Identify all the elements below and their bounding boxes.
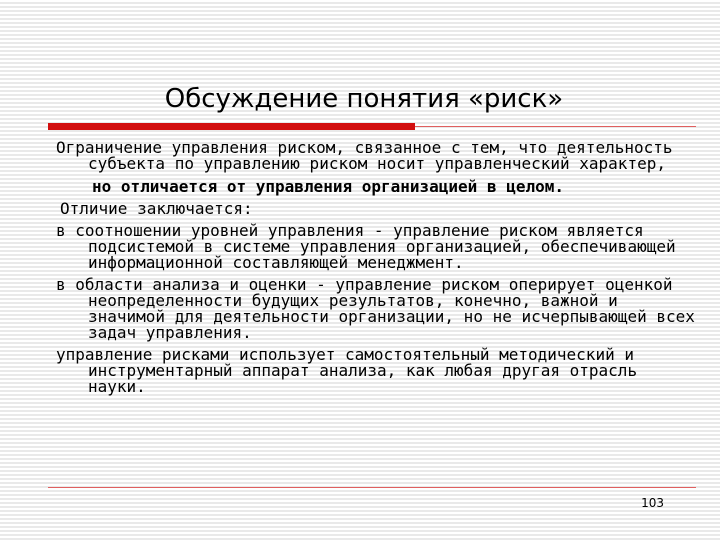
- paragraph-management-levels: в соотношении уровней управления - управление риском является подсистемой в системе управления организацией, обеспечивающей информационной составляющей менеджмент.: [56, 221, 676, 272]
- page-number: 103: [641, 496, 664, 510]
- slide-body: [56, 140, 696, 395]
- paragraph-analysis-assessment: в области анализа и оценки - управление риском оперирует оценкой неопределенности будущих результатов, конечно, важной и значимой для деятельности организации, но не исчерпывающей всех задач управления.: [56, 275, 695, 342]
- footer-divider-line: [48, 487, 696, 488]
- paragraph-methodology: управление рисками использует самостоятельный методический и инструментарный аппарат анализа, как любая другая отрасль науки.: [56, 345, 638, 396]
- paragraph-emphasis: но отличается от управления организацией в целом.: [92, 177, 565, 196]
- slide-title: Обсуждение понятия «риск»: [164, 84, 564, 114]
- title-accent-bar: [48, 123, 415, 130]
- paragraph-difference-heading: Отличие заключается:: [60, 199, 253, 218]
- paragraph-limitation: Ограничение управления риском, связанное с тем, что деятельность субъекта по управлению риском носит управленческий характер,: [56, 138, 673, 173]
